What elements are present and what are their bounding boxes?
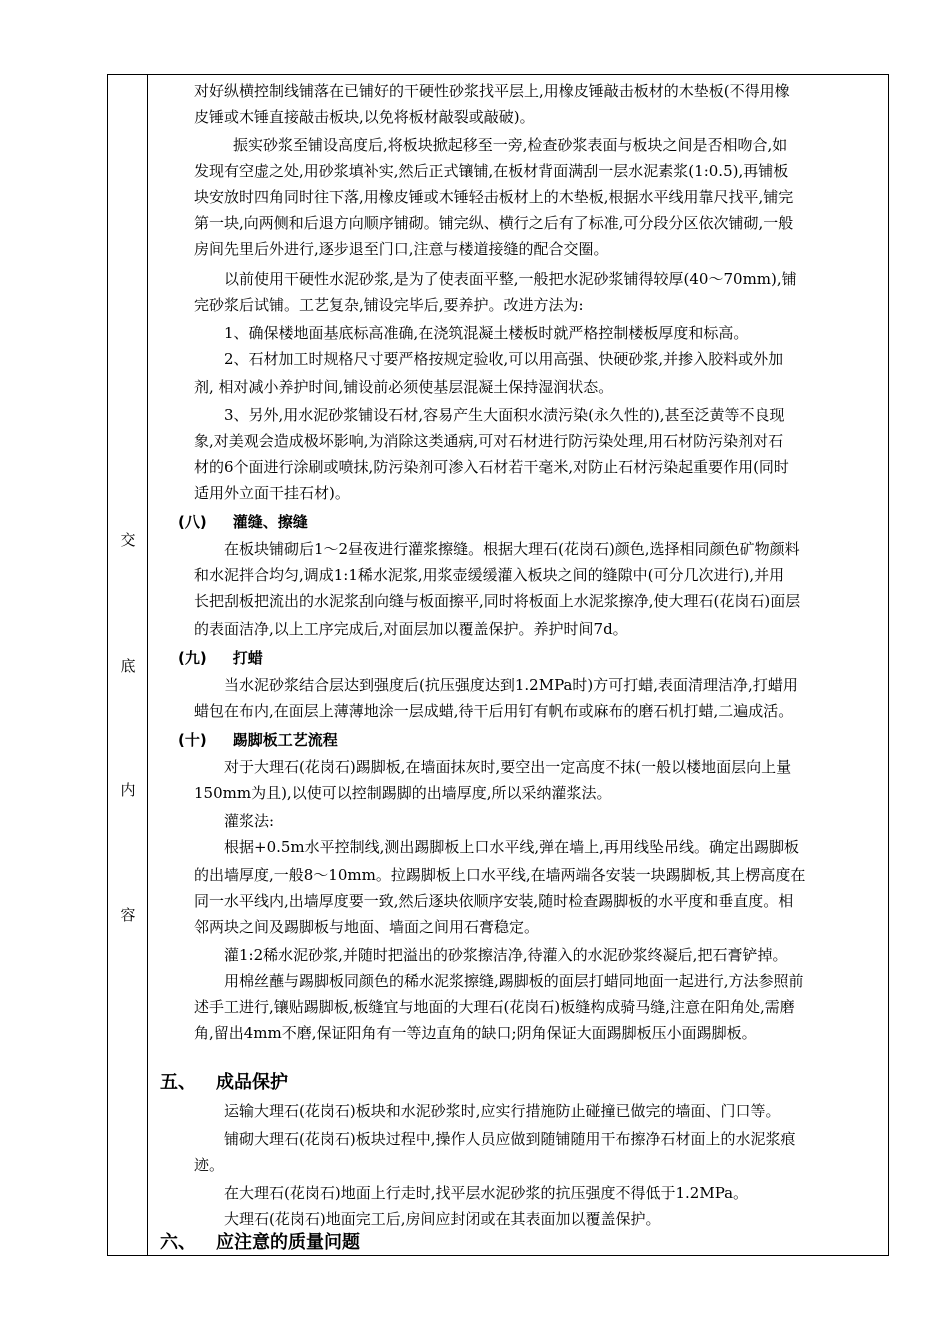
- body-line: 的出墙厚度,一般8～10mm。拉踢脚板上口水平线,在墙两端各安装一块踢脚板,其上楞高度在: [194, 866, 806, 884]
- list-item: 3、另外,用水泥砂浆铺设石材,容易产生大面积水渍污染(永久性的),甚至泛黄等不良现: [224, 406, 785, 424]
- body-line: 材的6个面进行涂刷或喷抹,防污染剂可渗入石材若干毫米,对防止石材污染起重要作用(同时: [194, 458, 789, 476]
- side-label-char: 交: [120, 531, 136, 549]
- body-line: 铺砌大理石(花岗石)板块过程中,操作人员应做到随铺随用干布擦净石材面上的水泥浆痕: [224, 1130, 796, 1148]
- body-line: 当水泥砂浆结合层达到强度后(抗压强度达到1.2MPa时)方可打蜡,表面清理洁净,打蜡用: [224, 676, 798, 694]
- body-line: 第一块,向两侧和后退方向顺序铺砌。铺完纵、横行之后有了标准,可分段分区依次铺砌,一般: [194, 214, 794, 232]
- body-line: 在板块铺砌后1～2昼夜进行灌浆擦缝。根据大理石(花岗石)颜色,选择相同颜色矿物颜料: [224, 540, 800, 558]
- section-heading: 六、 应注意的质量问题: [160, 1232, 360, 1253]
- side-label-char: 容: [120, 906, 136, 924]
- body-line: 灌1:2稀水泥砂浆,并随时把溢出的砂浆擦洁净,待灌入的水泥砂浆终凝后,把石膏铲掉。: [224, 946, 788, 964]
- list-item: 2、石材加工时规格尺寸要严格按规定验收,可以用高强、快硬砂浆,并掺入胶料或外加: [224, 350, 784, 368]
- body-line: 150mm为且),以使可以控制踢脚的出墙厚度,所以采纳灌浆法。: [194, 784, 612, 802]
- side-label-char: 内: [120, 781, 136, 799]
- body-line: 用棉丝蘸与踢脚板同颜色的稀水泥浆擦缝,踢脚板的面层打蜡同地面一起进行,方法参照前: [224, 972, 804, 990]
- body-line: 适用外立面干挂石材)。: [194, 484, 350, 502]
- body-line: 运输大理石(花岗石)板块和水泥砂浆时,应实行措施防止碰撞已做完的墙面、门口等。: [224, 1102, 781, 1120]
- body-line: 块安放时四角同时往下落,用橡皮锤或木锤轻击板材上的木垫板,根据水平线用靠尺找平,铺完: [194, 188, 794, 206]
- body-line: 房间先里后外进行,逐步退至门口,注意与楼道接缝的配合交圈。: [194, 240, 609, 258]
- body-line: 蜡包在布内,在面层上薄薄地涂一层成蜡,待干后用钉有帆布或麻布的磨石机打蜡,二遍成活。: [194, 702, 794, 720]
- subsection-heading: (十) 踢脚板工艺流程: [178, 731, 338, 749]
- body-line: 长把刮板把流出的水泥浆刮向缝与板面擦平,同时将板面上水泥浆擦净,使大理石(花岗石)面层: [194, 592, 801, 610]
- body-line: 邻两块之间及踢脚板与地面、墙面之间用石膏稳定。: [194, 918, 540, 936]
- body-line: 在大理石(花岗石)地面上行走时,找平层水泥砂浆的抗压强度不得低于1.2MPa。: [224, 1184, 749, 1202]
- body-line: 以前使用干硬性水泥砂浆,是为了使表面平整,一般把水泥砂浆铺得较厚(40～70mm),铺: [224, 270, 797, 288]
- handover-content: [148, 75, 888, 1255]
- body-line: 振实砂浆至铺设高度后,将板块掀起移至一旁,检查砂浆表面与板块之间是否相吻合,如: [233, 136, 788, 154]
- body-line: 皮锤或木锤直接敲击板块,以免将板材敲裂或敲破)。: [194, 108, 535, 126]
- body-line: 发现有空虚之处,用砂浆填补实,然后正式镶铺,在板材背面满刮一层水泥素浆(1:0.5),再铺板: [194, 162, 789, 180]
- side-label-column: [108, 75, 148, 1255]
- body-line: 根据+0.5m水平控制线,测出踢脚板上口水平线,弹在墙上,再用线坠吊线。确定出踢脚板: [224, 838, 799, 856]
- body-line: 对于大理石(花岗石)踢脚板,在墙面抹灰时,要空出一定高度不抹(一般以楼地面层向上量: [224, 758, 792, 776]
- section-heading: 五、 成品保护: [160, 1072, 288, 1093]
- body-line: 剂, 相对减小养护时间,铺设前必须使基层混凝土保持湿润状态。: [194, 378, 614, 396]
- subsection-heading: (八) 灌缝、擦缝: [178, 513, 308, 531]
- body-line: 迹。: [194, 1156, 225, 1174]
- body-line: 和水泥拌合均匀,调成1:1稀水泥浆,用浆壶缓缓灌入板块之间的缝隙中(可分几次进行),并用: [194, 566, 785, 584]
- body-line: 象,对美观会造成极坏影响,为消除这类通病,可对石材进行防污染处理,用石材防污染剂对石: [194, 432, 784, 450]
- subsection-heading: (九) 打蜡: [178, 649, 263, 667]
- body-line: 述手工进行,镶贴踢脚板,板缝宜与地面的大理石(花岗石)板缝构成骑马缝,注意在阳角处,需磨: [194, 998, 795, 1016]
- body-line: 角,留出4mm不磨,保证阳角有一等边直角的缺口;阴角保证大面踢脚板压小面踢脚板。: [194, 1024, 757, 1042]
- body-line: 完砂浆后试铺。工艺复杂,铺设完毕后,要养护。改进方法为:: [194, 296, 584, 314]
- body-line: 同一水平线内,出墙厚度要一致,然后逐块依顺序安装,随时检查踢脚板的水平度和垂直度。相: [194, 892, 794, 910]
- handover-table: [107, 74, 889, 1256]
- side-label-char: 底: [120, 657, 136, 675]
- body-line: 对好纵横控制线铺落在已铺好的干硬性砂浆找平层上,用橡皮锤敲击板材的木垫板(不得用橡: [194, 82, 790, 100]
- body-line: 灌浆法:: [224, 812, 275, 830]
- body-line: 的表面洁净,以上工序完成后,对面层加以覆盖保护。养护时间7d。: [194, 620, 628, 638]
- body-line: 大理石(花岗石)地面完工后,房间应封闭或在其表面加以覆盖保护。: [224, 1210, 661, 1228]
- list-item: 1、确保楼地面基底标高准确,在浇筑混凝土楼板时就严格控制楼板厚度和标高。: [224, 324, 749, 342]
